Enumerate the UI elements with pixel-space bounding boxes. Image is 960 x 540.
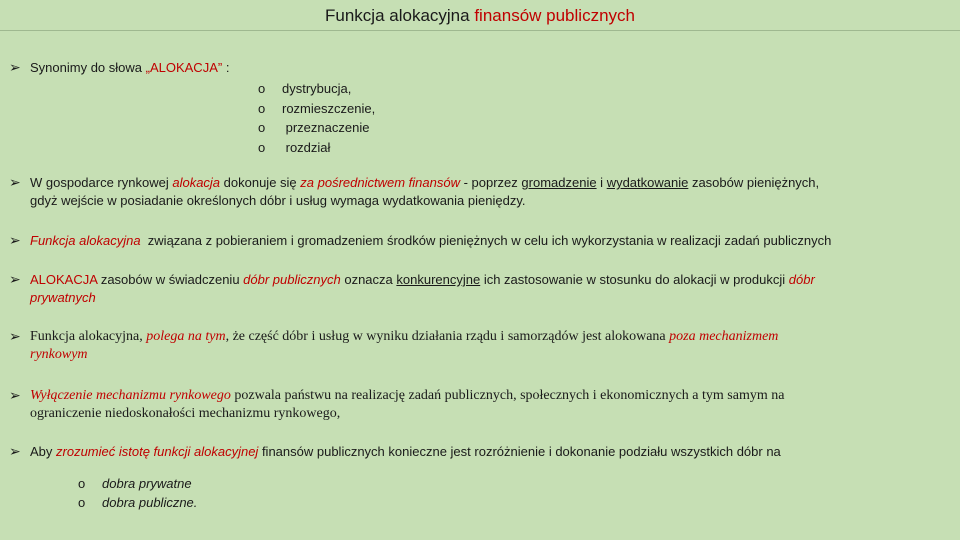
circle-bullet-icon: o <box>258 139 266 155</box>
paragraph-allocation-function <box>30 232 831 250</box>
text: związana z pobieraniem i gromadzeniem środków pieniężnych w celu ich wykorzystania w realizacji zadań publicznych <box>140 233 832 248</box>
synonyms-paragraph <box>30 59 229 77</box>
text: zasobów pieniężnych, <box>688 175 820 190</box>
text: ich zastosowanie w stosunku do alokacji w produkcji <box>480 272 789 287</box>
arrow-bullet-icon: ➢ <box>9 271 21 287</box>
paragraph-public-goods <box>30 271 815 307</box>
goods-list <box>78 474 197 512</box>
paragraph-market-exclusion <box>30 387 949 423</box>
page-title <box>0 6 960 26</box>
circle-bullet-icon: o <box>258 100 266 116</box>
text-emphasis: Funkcja alokacyjna <box>30 233 141 248</box>
list-item <box>258 99 375 119</box>
text-emphasis: rynkowym <box>30 347 88 362</box>
goods-item: dobra prywatne <box>102 476 192 491</box>
text-emphasis: poza mechanizmem <box>669 329 779 344</box>
text: finansów publicznych konieczne jest rozróżnienie i dokonanie podziału wszystkich dóbr na <box>258 444 781 459</box>
arrow-bullet-icon: ➢ <box>9 59 21 75</box>
text-underlined: gromadzenie <box>521 175 597 190</box>
text: pozwala państwu na realizację zadań publicznych, społecznych i ekonomicznych a tym samym na <box>230 388 785 403</box>
text-emphasis: ALOKACJA <box>30 272 98 287</box>
text: , że część dóbr i usług w wyniku działania rządu i samorządów jest alokowana <box>225 329 670 344</box>
text-emphasis: dóbr <box>788 272 815 287</box>
paragraph-government-allocation <box>30 328 778 364</box>
circle-bullet-icon: o <box>78 476 86 491</box>
text-underlined: wydatkowanie <box>606 175 689 190</box>
list-item <box>78 474 197 493</box>
text-emphasis: alokacja <box>172 175 221 190</box>
synonym-item: rozdział <box>282 139 331 155</box>
text: Funkcja alokacyjna, <box>30 329 147 344</box>
text-emphasis: Wyłączenie mechanizmu rynkowego <box>30 388 231 403</box>
text-emphasis: polega na tym <box>146 329 226 344</box>
arrow-bullet-icon: ➢ <box>9 232 21 248</box>
circle-bullet-icon: o <box>258 81 266 96</box>
circle-bullet-icon: o <box>258 120 266 135</box>
synonyms-term: „ALOKACJA” <box>145 60 223 75</box>
arrow-bullet-icon: ➢ <box>9 387 21 403</box>
goods-item: dobra publiczne. <box>102 495 198 510</box>
list-item <box>258 79 375 99</box>
arrow-bullet-icon: ➢ <box>9 174 21 190</box>
text: i <box>596 175 607 190</box>
text: W gospodarce rynkowej <box>30 175 173 190</box>
title-part2: finansów publicznych <box>474 6 635 25</box>
paragraph-goods-division <box>30 443 781 461</box>
title-divider <box>0 30 960 31</box>
arrow-bullet-icon: ➢ <box>9 328 21 344</box>
text: - poprzez <box>459 175 522 190</box>
text-emphasis: za pośrednictwem finansów <box>300 175 460 190</box>
text: ograniczenie niedoskonałości mechanizmu rynkowego, <box>30 406 341 421</box>
circle-bullet-icon: o <box>78 495 86 510</box>
text: oznacza <box>340 272 397 287</box>
list-item <box>258 118 375 138</box>
synonym-item: rozmieszczenie, <box>282 100 376 116</box>
text: gdyż wejście w posiadanie określonych dóbr i usług wymaga wydatkowania pieniędzy. <box>30 193 526 208</box>
text-emphasis: prywatnych <box>30 290 96 305</box>
text: dokonuje się <box>220 175 301 190</box>
text: zasobów w świadczeniu <box>97 272 244 287</box>
synonym-item: przeznaczenie <box>282 120 370 135</box>
list-item <box>258 138 375 158</box>
text: Aby <box>30 444 57 459</box>
title-part1: Funkcja alokacyjna <box>325 6 475 25</box>
synonyms-list <box>258 79 375 157</box>
list-item <box>78 493 197 512</box>
text-underlined: konkurencyjne <box>396 272 481 287</box>
arrow-bullet-icon: ➢ <box>9 443 21 459</box>
synonyms-colon: : <box>222 60 230 75</box>
text-emphasis: zrozumieć istotę funkcji alokacyjnej <box>56 444 259 459</box>
text-emphasis: dóbr publicznych <box>243 272 341 287</box>
synonym-item: dystrybucja, <box>282 81 352 96</box>
synonyms-intro: Synonimy do słowa <box>30 60 146 75</box>
paragraph-market-allocation <box>30 174 819 210</box>
